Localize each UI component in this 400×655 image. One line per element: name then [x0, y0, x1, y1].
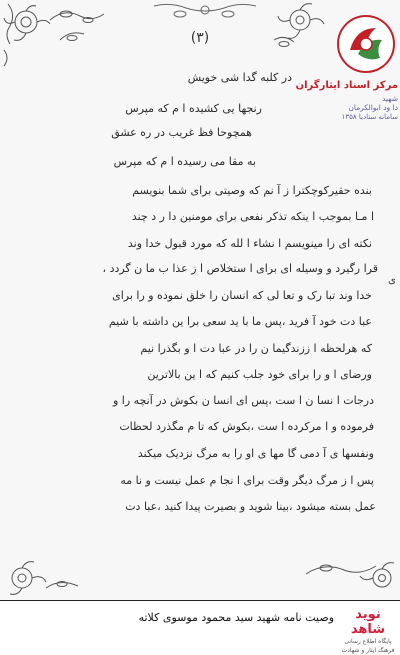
margin-mark: ی	[388, 275, 396, 286]
text-line: عمل بسته میشود ،بینا شوید و بصیرت پیدا کنید ،عبا دت	[125, 500, 376, 513]
text-line: قرا رگیرد و وسیله ای برای ا ستخلاص ا ز عذا ب ما ن گردد ،	[102, 262, 378, 275]
navid-shahed-logo[interactable]	[340, 607, 396, 654]
archive-subtitle	[290, 94, 398, 112]
logo-sub-text: پایگاه اطلاع رسانی فرهنگ ایثار و شهادت	[341, 638, 395, 654]
text-line: خدا وند تبا رک و تعا لی که انسان را خلق نموده و را برای	[112, 289, 372, 302]
floral-ornament-top-center	[150, 0, 260, 28]
caption-bar	[0, 600, 400, 654]
page-number: (۳)	[190, 30, 210, 46]
text-line: که هرلحظه ا ززندگیما ن را در عبا دت ا و بگذرا نیم	[140, 342, 372, 355]
archive-subtitle-line3: سامانه ستادیا ۱۳۵۸	[341, 113, 398, 121]
archive-logo-icon	[336, 14, 396, 74]
floral-ornament-bottom-left	[0, 548, 90, 600]
text-line: در کلبه گدا شی خویش	[187, 71, 292, 84]
text-line: رنجها یی کشیده ا م که مپرس	[125, 102, 262, 115]
text-line: نکته ای را مینویسم ا نشاء ا لله که مورد قبول خدا وند	[127, 237, 372, 250]
text-line: ا مـا بموجب ا ینکه تذکر نفعی برای مومنین دا ر د چند	[131, 210, 374, 223]
text-line: فرموده و ا مرکرده ا ست ،بکوش که تا م مگذرد لحظات	[119, 420, 374, 433]
text-line: ونفسها ی آ دمی گا مها ی او را به مرگ نزدیک میکند	[137, 447, 374, 460]
text-line: ورضای ا و را برای خود جلب کنیم که ا ین بالاترین	[147, 368, 372, 381]
floral-ornament-bottom-right	[300, 548, 400, 600]
text-line: درجات ا نسا ن ا ست ،پس ای انسا ن بکوش در آنچه را و	[112, 394, 374, 407]
text-line: پس ا ز مرگ دیگر وقت برای ا نجا م عمل نیست و نا مه	[120, 474, 374, 487]
caption-text: وصیت نامه شهید سید محمود موسوی کلاته	[138, 611, 334, 624]
archive-title: مرکز اسناد ایثارگران	[295, 80, 398, 91]
text-line: به مقا می رسیده ا م که مپرس	[113, 155, 256, 168]
archive-watermark	[290, 14, 398, 124]
archive-subtitle-line2: دا ود ابوالکرمان	[348, 103, 398, 112]
logo-main-text: نوید شاهد	[350, 607, 386, 637]
text-line: همچوحا فظ غریب در ره عشق	[111, 126, 252, 139]
archive-subtitle-line1: شهید	[382, 94, 398, 103]
text-line: بنده حقیرکوچکترا ز آ نم که وصیتی برای شما بنویسم	[132, 184, 372, 197]
text-line: عبا دت خود آ فرید ،پس ما با ید سعی برا ین داشته با شیم	[108, 315, 372, 328]
